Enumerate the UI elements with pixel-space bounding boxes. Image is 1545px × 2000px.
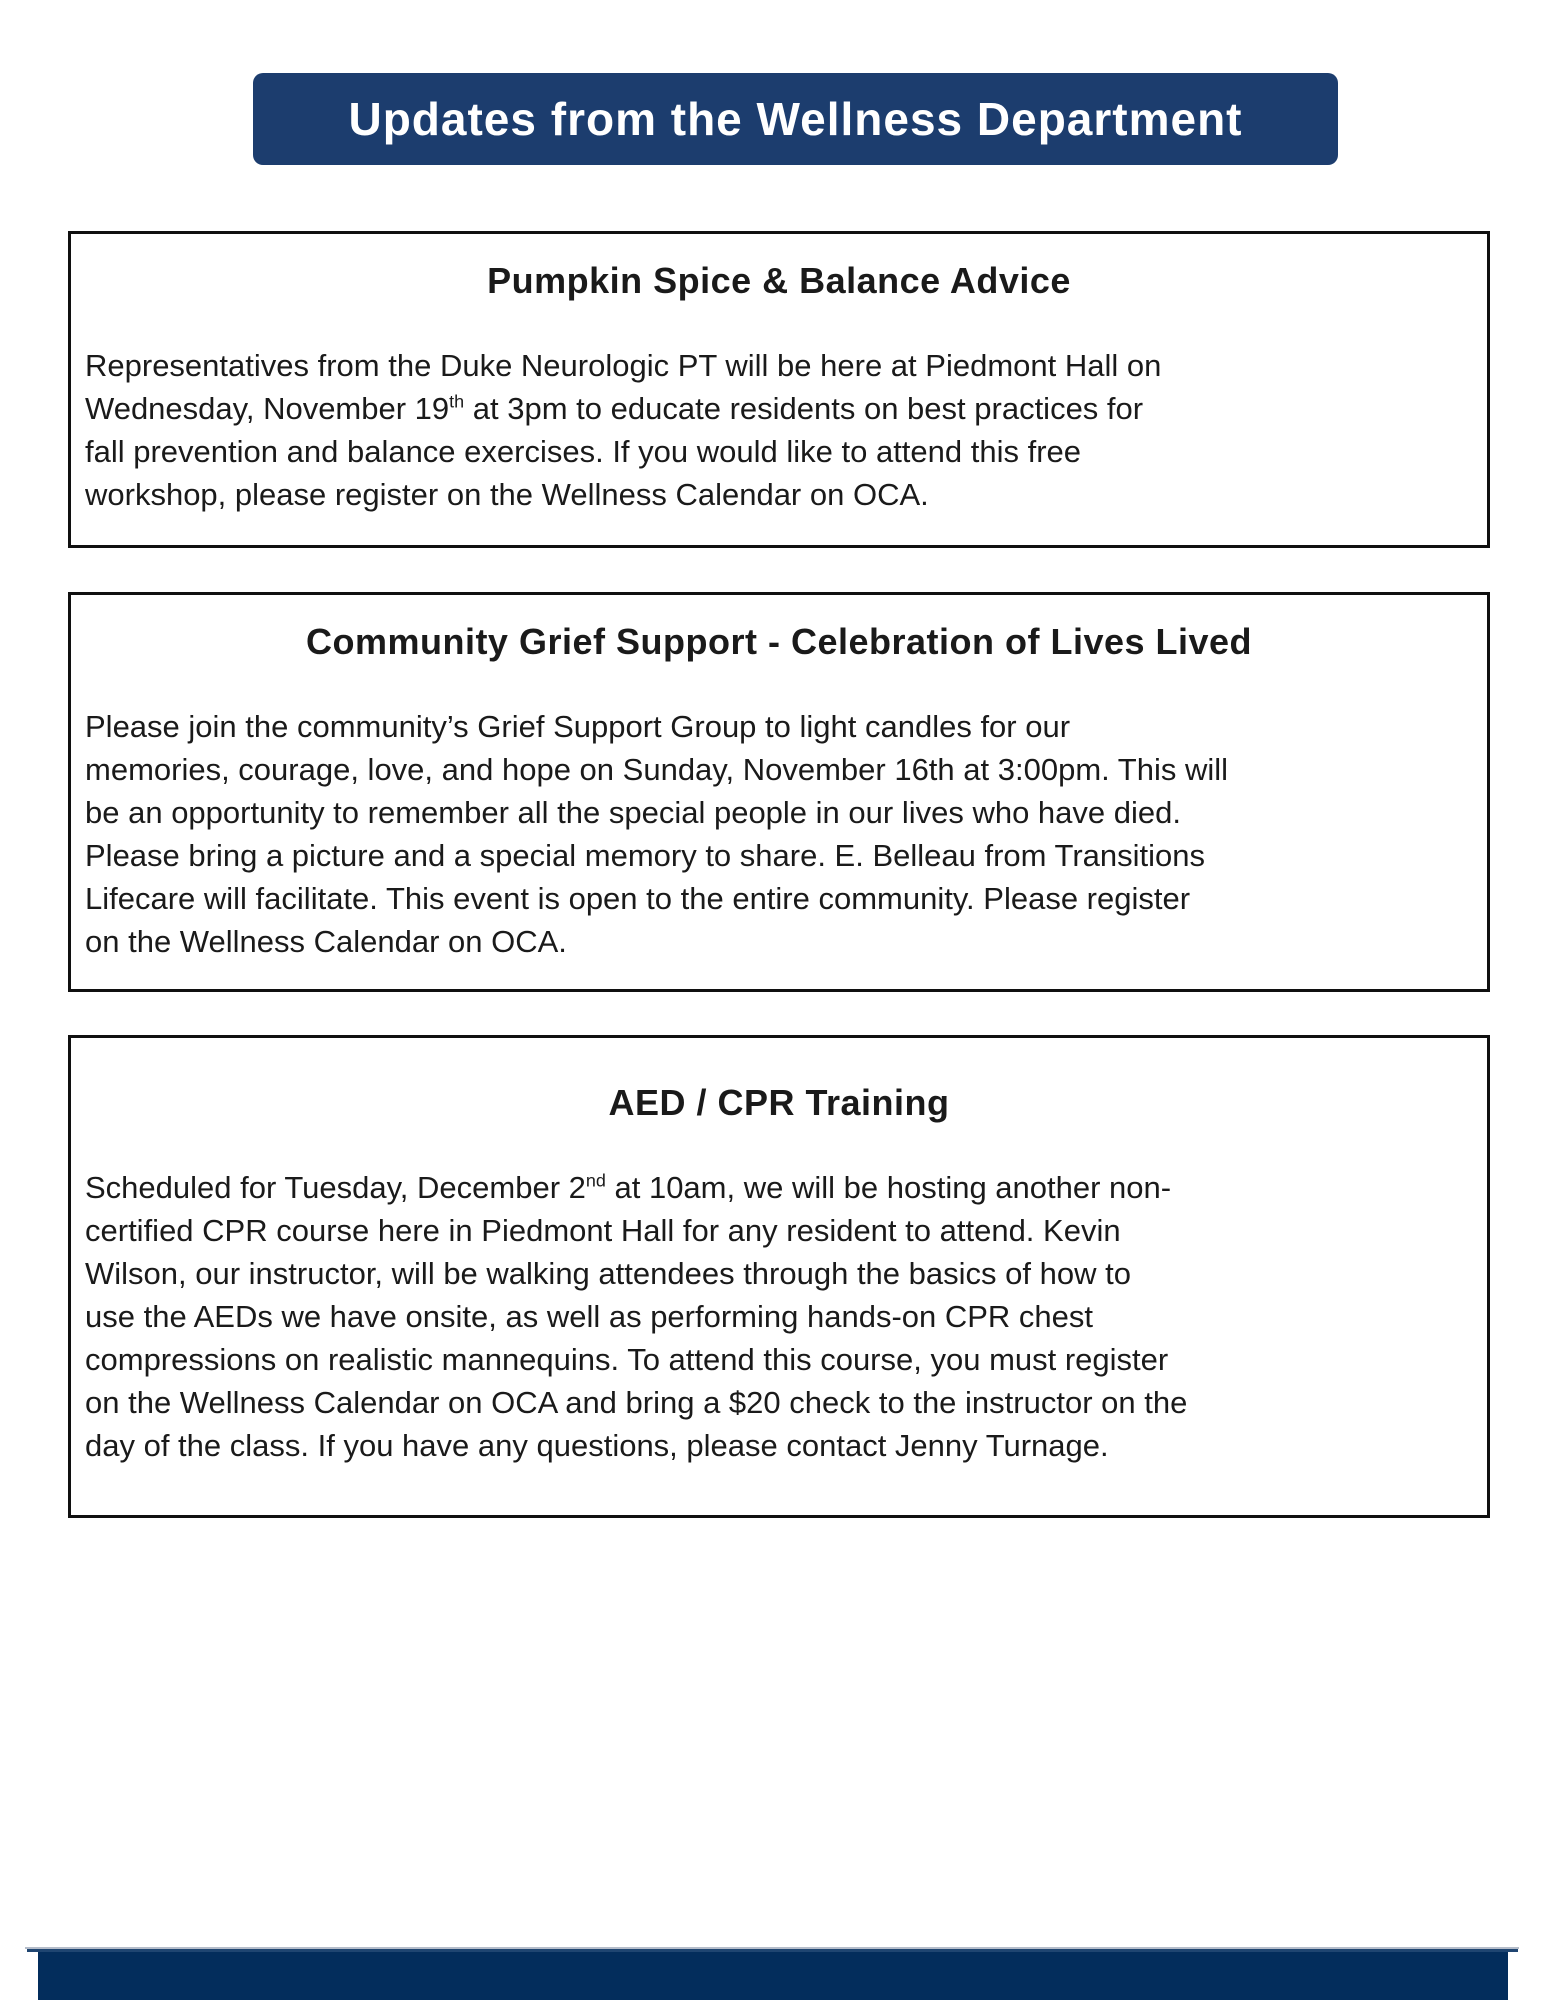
section-title: AED / CPR Training [608, 1082, 950, 1123]
page-title: Updates from the Wellness Department [348, 93, 1243, 145]
section-title: Community Grief Support - Celebration of Lives Lived [305, 621, 1253, 662]
section-body: Please join the community’s Grief Support Group to light candles for our memories, courage, love, and hope on Sunday, November 16th at 3:00pm. This will be an opportunity to remember all the special people in our lives who have died. Please bring a picture and a special memory to share. E. Belleau from Transitions Lifecare will facilitate. This event is open to the entire community. Please register on the Wellness Calendar on OCA. [85, 709, 1229, 959]
section-aed-cpr-training [68, 1035, 1490, 1518]
section-grief-support [68, 592, 1490, 992]
footer-bar [38, 1952, 1508, 2000]
section-title: Pumpkin Spice & Balance Advice [487, 260, 1071, 301]
section-pumpkin-spice-balance [68, 231, 1490, 548]
header-banner [253, 73, 1338, 165]
section-body: Representatives from the Duke Neurologic PT will be here at Piedmont Hall on Wednesday, November 19th at 3pm to educate residents on best practices for fall prevention and balance exercises. If you would like to attend this free workshop, please register on the Wellness Calendar on OCA. [85, 348, 1162, 512]
section-body: Scheduled for Tuesday, December 2nd at 10am, we will be hosting another non- certified CPR course here in Piedmont Hall for any resident to attend. Kevin Wilson, our instructor, will be walking attendees through the basics of how to use the AEDs we have onsite, as well as performing hands-on CPR chest compressions on realistic mannequins. To attend this course, you must register on the Wellness Calendar on OCA and bring a $20 check to the instructor on the day of the class. If you have any questions, please contact Jenny Turnage. [85, 1170, 1188, 1463]
